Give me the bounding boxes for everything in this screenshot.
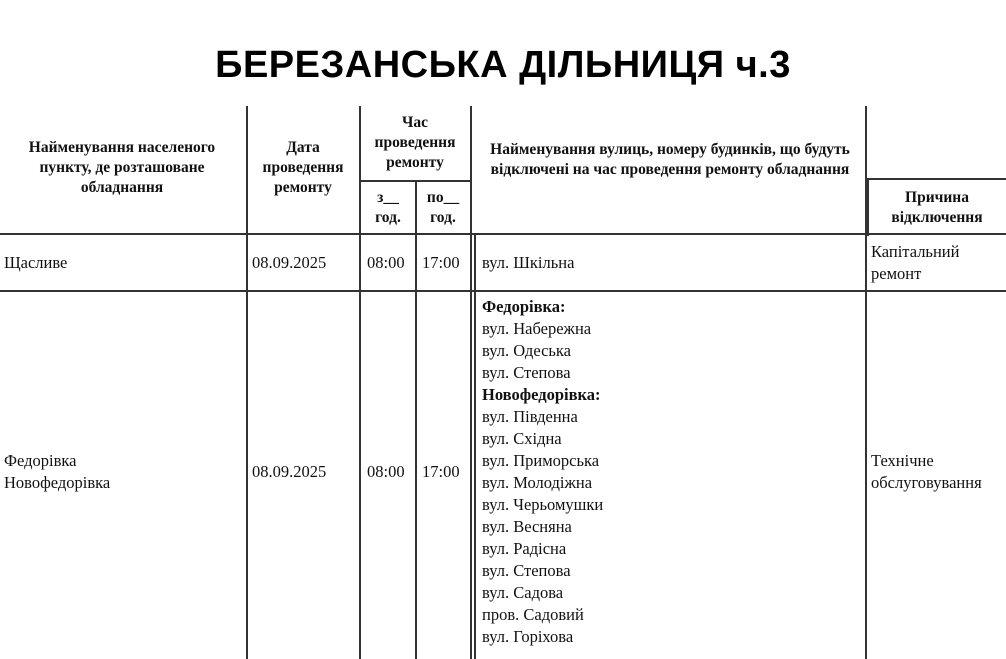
street-item: вул. Шкільна xyxy=(482,253,575,272)
street-item: вул. Садова xyxy=(482,583,564,602)
settlement-name: Федорівка xyxy=(4,451,77,470)
col-divider xyxy=(474,234,476,659)
row1-date: 08.09.2025 xyxy=(252,253,327,272)
header-streets: Найменування вулиць, номеру будинків, що будуть відключені на час проведення ремонту обладнання xyxy=(490,141,850,178)
street-item: вул. Одеська xyxy=(482,341,572,360)
row-divider xyxy=(0,290,1006,292)
settlement-name: Новофедорівка xyxy=(4,473,111,492)
row1-from: 08:00 xyxy=(367,253,405,272)
header-from: з__ год. xyxy=(375,189,401,226)
village-heading: Федорівка: xyxy=(482,297,566,316)
header-reason: Причина відключення xyxy=(891,189,983,226)
row-divider xyxy=(0,233,1006,235)
street-item: вул. Черьомушки xyxy=(482,495,604,514)
street-item: вул. Набережна xyxy=(482,319,592,338)
street-item: пров. Садовий xyxy=(482,605,584,624)
row1-streets xyxy=(482,252,574,274)
col-divider xyxy=(359,106,361,659)
row1-to: 17:00 xyxy=(422,253,460,272)
row-divider xyxy=(867,178,1006,180)
row1-settlement xyxy=(4,252,240,274)
settlement-name: Щасливе xyxy=(4,253,68,272)
row1-reason: Капітальний ремонт xyxy=(871,242,960,283)
street-item: вул. Східна xyxy=(482,429,562,448)
header-date: Дата проведення ремонту xyxy=(262,139,344,196)
street-item: вул. Молодіжна xyxy=(482,473,593,492)
col-divider xyxy=(867,179,869,236)
row2-from: 08:00 xyxy=(367,462,405,481)
page-title: БЕРЕЗАНСЬКА ДІЛЬНИЦЯ ч.3 xyxy=(215,44,791,86)
col-divider xyxy=(470,106,472,659)
col-divider xyxy=(415,181,417,659)
row2-reason: Технічне обслуговування xyxy=(871,451,982,492)
header-settlement: Найменування населеного пункту, де розташоване обладнання xyxy=(28,139,216,196)
header-time: Час проведення ремонту xyxy=(374,114,456,171)
row-divider xyxy=(361,180,470,182)
col-divider xyxy=(246,106,248,659)
street-item: вул. Степова xyxy=(482,561,571,580)
street-item: вул. Радісна xyxy=(482,539,567,558)
row2-streets xyxy=(482,296,603,648)
header-to: по__ год. xyxy=(426,189,460,226)
street-item: вул. Весняна xyxy=(482,517,572,536)
row2-settlement xyxy=(4,450,240,494)
street-item: вул. Горіхова xyxy=(482,627,574,646)
street-item: вул. Приморська xyxy=(482,451,600,470)
row2-to: 17:00 xyxy=(422,462,460,481)
village-heading: Новофедорівка: xyxy=(482,385,601,404)
street-item: вул. Степова xyxy=(482,363,571,382)
row2-date: 08.09.2025 xyxy=(252,462,327,481)
street-item: вул. Південна xyxy=(482,407,578,426)
